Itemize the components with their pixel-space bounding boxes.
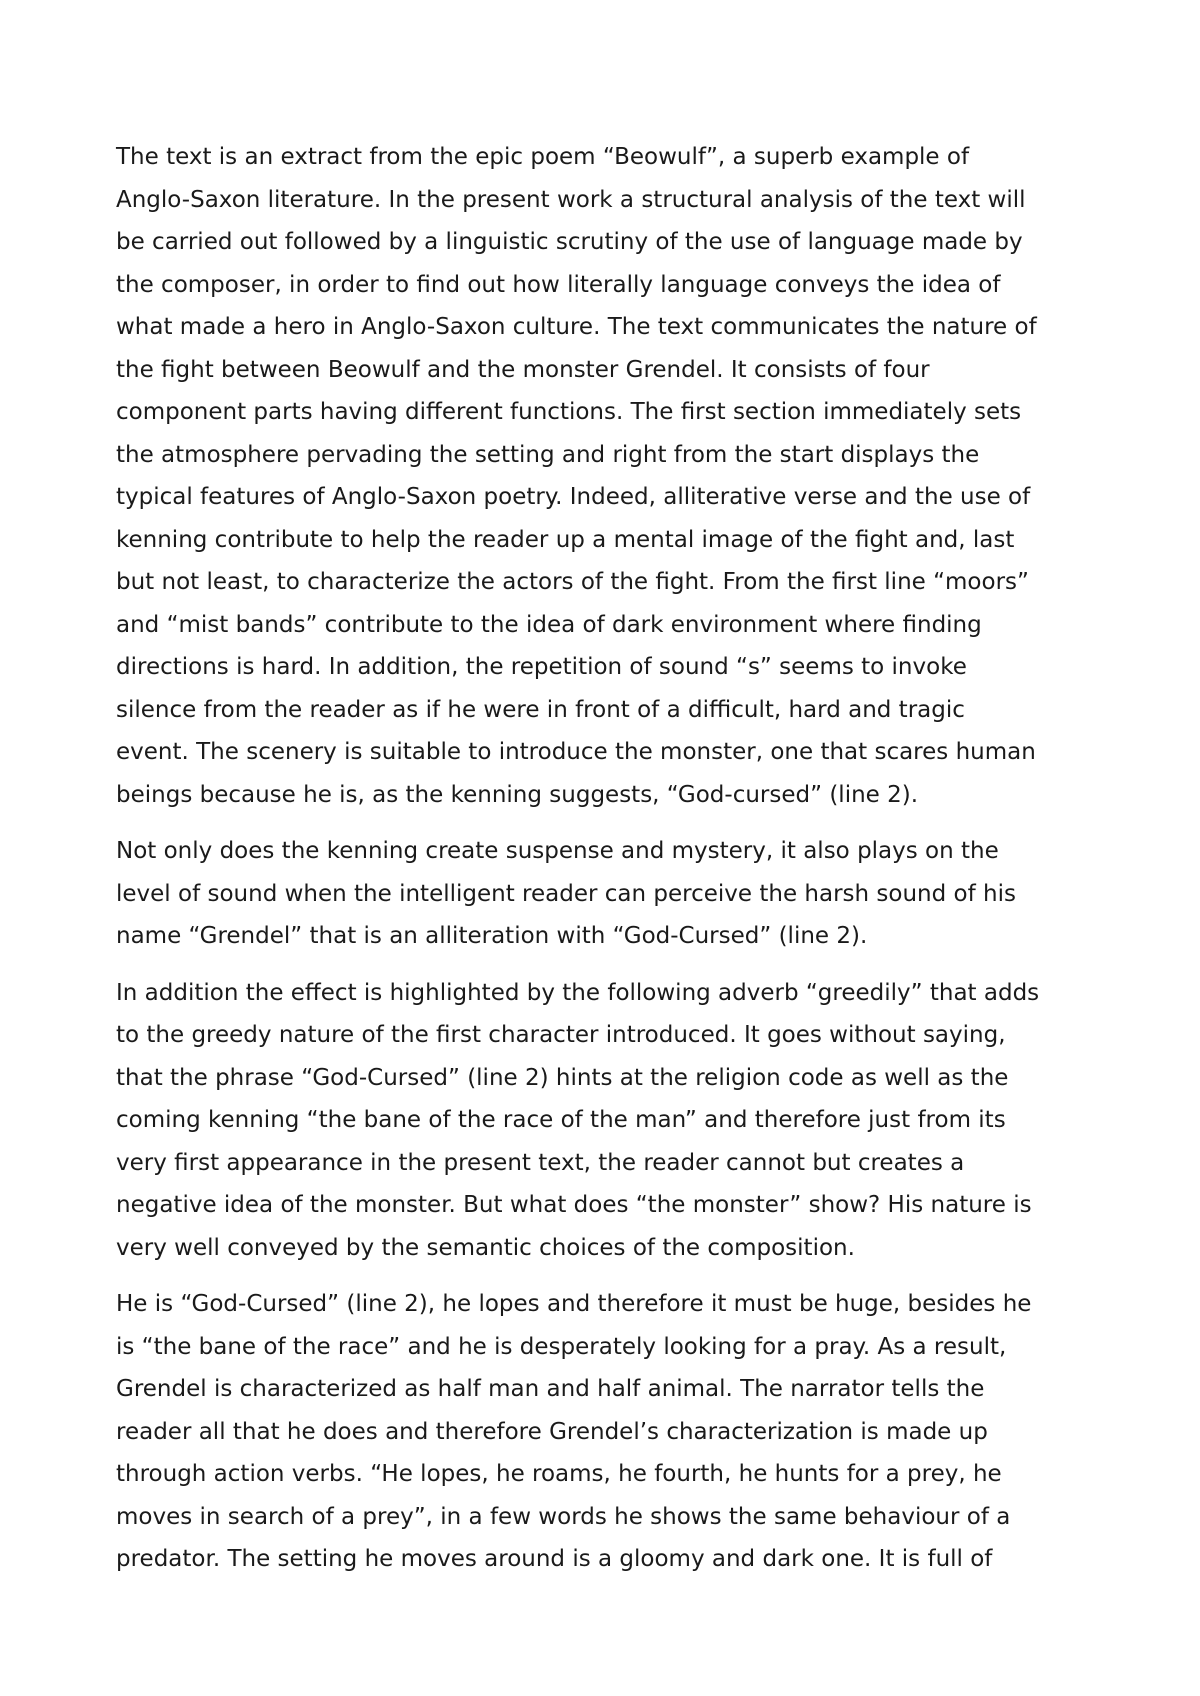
- text-line: Not only does the kenning create suspense and mystery, it also plays on the: [116, 838, 999, 864]
- text-line: through action verbs. “He lopes, he roams, he fourth, he hunts for a prey, he: [116, 1461, 1002, 1487]
- text-line: be carried out followed by a linguistic scrutiny of the use of language made by: [116, 229, 1023, 255]
- text-line: name “Grendel” that is an alliteration with “God-Cursed” (line 2).: [116, 923, 868, 949]
- text-line: very well conveyed by the semantic choices of the composition.: [116, 1234, 855, 1261]
- text-line: component parts having different functions. The first section immediately sets: [116, 399, 1022, 425]
- text-line: is “the bane of the race” and he is desperately looking for a pray. As a result,: [116, 1333, 1007, 1360]
- text-line: reader all that he does and therefore Grendel’s characterization is made up: [116, 1418, 988, 1445]
- text-line: level of sound when the intelligent reader can perceive the harsh sound of his: [116, 880, 1016, 907]
- text-line: predator. The setting he moves around is a gloomy and dark one. It is full of: [116, 1546, 993, 1572]
- text-line: negative idea of the monster. But what does “the monster” show? His nature is: [116, 1192, 1032, 1218]
- text-line: that the phrase “God-Cursed” (line 2) hints at the religion code as well as the: [116, 1064, 1009, 1091]
- text-line: In addition the effect is highlighted by the following adverb “greedily” that adds: [116, 979, 1040, 1006]
- text-line: very first appearance in the present text, the reader cannot but creates a: [116, 1149, 965, 1176]
- document-body: [116, 136, 1096, 1595]
- text-line: beings because he is, as the kenning suggests, “God-cursed” (line 2).: [116, 781, 919, 808]
- text-line: coming kenning “the bane of the race of the man” and therefore just from its: [116, 1107, 1006, 1133]
- text-line: and “mist bands” contribute to the idea of dark environment where finding: [116, 611, 982, 638]
- paragraph-4: [116, 1283, 1096, 1581]
- text-line: event. The scenery is suitable to introduce the monster, one that scares human: [116, 739, 1036, 765]
- text-line: kenning contribute to help the reader up a mental image of the fight and, last: [116, 526, 1015, 553]
- text-line: silence from the reader as if he were in front of a difficult, hard and tragic: [116, 696, 965, 723]
- text-line: the atmosphere pervading the setting and right from the start displays the: [116, 441, 980, 468]
- text-line: the composer, in order to find out how literally language conveys the idea of: [116, 271, 1001, 298]
- text-line: the fight between Beowulf and the monster Grendel. It consists of four: [116, 356, 930, 383]
- text-line: what made a hero in Anglo-Saxon culture. The text communicates the nature of: [116, 314, 1037, 340]
- paragraph-2: [116, 830, 1096, 958]
- paragraph-1: [116, 136, 1096, 816]
- text-line: moves in search of a prey”, in a few words he shows the same behaviour of a: [116, 1503, 1011, 1530]
- text-line: typical features of Anglo-Saxon poetry. Indeed, alliterative verse and the use of: [116, 484, 1031, 510]
- paragraph-3: [116, 972, 1096, 1270]
- text-line: directions is hard. In addition, the repetition of sound “s” seems to invoke: [116, 654, 967, 680]
- text-line: to the greedy nature of the first character introduced. It goes without saying,: [116, 1022, 1006, 1048]
- text-line: but not least, to characterize the actors of the fight. From the first line “moors”: [116, 569, 1029, 595]
- text-line: Grendel is characterized as half man and half animal. The narrator tells the: [116, 1376, 985, 1402]
- text-line: The text is an extract from the epic poem “Beowulf”, a superb example of: [116, 144, 970, 170]
- text-line: Anglo-Saxon literature. In the present work a structural analysis of the text will: [116, 186, 1026, 213]
- text-line: He is “God-Cursed” (line 2), he lopes and therefore it must be huge, besides he: [116, 1291, 1032, 1317]
